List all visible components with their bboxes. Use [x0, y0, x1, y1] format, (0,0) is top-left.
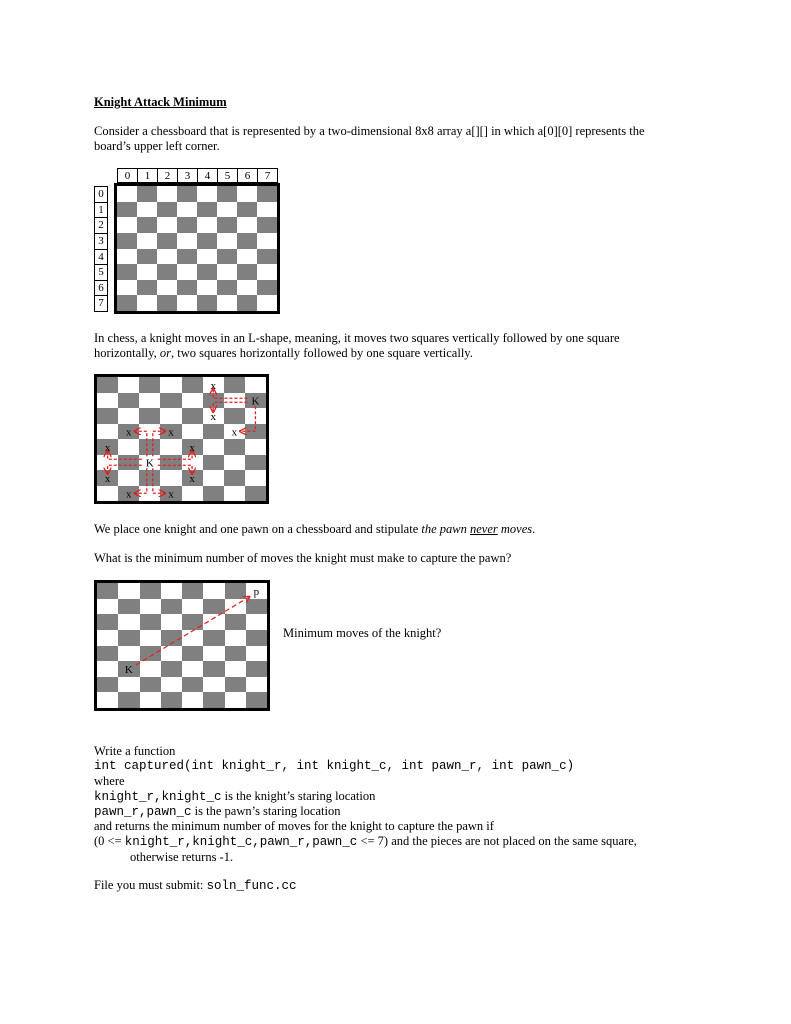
- board-square: [197, 217, 217, 233]
- move-arrow-right-down: [158, 465, 192, 474]
- board-square: [137, 217, 157, 233]
- place-text-never: never: [469, 522, 498, 536]
- move-arrow-left-up: [108, 451, 142, 460]
- pawn-param-line: [94, 804, 340, 819]
- board-square: [197, 264, 217, 280]
- move-arrow-right-up: [158, 451, 192, 460]
- board-square: [237, 217, 257, 233]
- capture-path: [94, 580, 270, 711]
- capture-arrow: [136, 597, 250, 665]
- submit-label: File you must submit:: [94, 878, 207, 892]
- board-square: [177, 249, 197, 265]
- board-square: [117, 249, 137, 265]
- board-square: [237, 202, 257, 218]
- board-square: [157, 264, 177, 280]
- row-index: 1: [94, 202, 108, 219]
- board-square: [177, 202, 197, 218]
- board-square: [237, 264, 257, 280]
- knight-label: K: [124, 663, 133, 676]
- move-arrow-left-down: [108, 465, 142, 474]
- move-arrow-edge-down: [213, 402, 247, 412]
- column-index: 4: [197, 168, 218, 183]
- board-square: [157, 295, 177, 311]
- target-mark: x: [168, 488, 174, 501]
- pawn-label: p: [253, 585, 260, 598]
- board-square: [177, 217, 197, 233]
- cond-a: (0 <=: [94, 834, 125, 848]
- moves-text-a: In chess, a knight moves in an L-shape, meaning, it moves two squares vertically followed by one square horizontally,: [94, 331, 620, 360]
- board-square: [217, 202, 237, 218]
- board-square: [117, 264, 137, 280]
- board-square: [197, 249, 217, 265]
- knight-vars: knight_r,knight_c: [94, 790, 222, 804]
- board-square: [217, 280, 237, 296]
- board-square: [217, 264, 237, 280]
- placement-sentence: [94, 522, 535, 537]
- target-mark: x: [104, 472, 111, 485]
- move-arrow-up-left: [135, 431, 147, 456]
- move-arrow-up-right: [153, 431, 165, 456]
- board-square: [177, 233, 197, 249]
- board-square: [137, 202, 157, 218]
- column-index: 3: [177, 168, 198, 183]
- column-index: 1: [137, 168, 158, 183]
- cond-b: <= 7) and the pieces are not placed on the same square,: [357, 834, 637, 848]
- board-square: [117, 202, 137, 218]
- pawn-vars: pawn_r,pawn_c: [94, 805, 192, 819]
- board-square: [137, 233, 157, 249]
- target-mark: x: [210, 410, 216, 423]
- knight-label: K: [145, 457, 154, 470]
- board-square: [137, 249, 157, 265]
- board-square: [177, 186, 197, 202]
- board-square: [157, 202, 177, 218]
- board-square: [237, 233, 257, 249]
- where-text: where: [94, 774, 125, 788]
- move-arrow-edge-left: [240, 406, 255, 431]
- board-square: [257, 249, 277, 265]
- move-arrow-down-left: [135, 468, 147, 493]
- target-mark: x: [125, 426, 132, 439]
- board-square: [217, 186, 237, 202]
- place-text-a: We place one knight and one pawn on a chessboard and stipulate: [94, 522, 422, 536]
- board-square: [117, 186, 137, 202]
- place-text-c: moves: [497, 522, 533, 536]
- knight-param-line: [94, 789, 375, 804]
- board-square: [197, 280, 217, 296]
- condition-line: [94, 834, 637, 849]
- board-square: [257, 264, 277, 280]
- otherwise-text: otherwise returns -1.: [130, 850, 234, 864]
- knight-desc: is the knight’s staring location: [221, 789, 376, 803]
- target-mark: x: [168, 426, 174, 439]
- submit-line: [94, 878, 297, 893]
- board-square: [137, 280, 157, 296]
- board-square: [177, 295, 197, 311]
- board-square: [217, 233, 237, 249]
- board-square: [197, 295, 217, 311]
- column-index: 0: [117, 168, 138, 183]
- column-index: 5: [217, 168, 238, 183]
- board-square: [157, 217, 177, 233]
- knight-label: K: [251, 395, 260, 408]
- board-square: [237, 249, 257, 265]
- board-square: [177, 264, 197, 280]
- row-index: 4: [94, 249, 108, 266]
- board-square: [217, 217, 237, 233]
- board-square: [117, 280, 137, 296]
- move-arrow-edge-up: [213, 389, 247, 399]
- board-square: [137, 295, 157, 311]
- board-square: [137, 264, 157, 280]
- board-square: [257, 186, 277, 202]
- board-square: [157, 249, 177, 265]
- returns-text: and returns the minimum number of moves for the knight to capture the pawn if: [94, 819, 494, 833]
- target-mark: x: [189, 441, 195, 454]
- row-index: 6: [94, 280, 108, 297]
- place-text-b: the pawn: [421, 522, 470, 536]
- column-index: 2: [157, 168, 178, 183]
- board-square: [257, 295, 277, 311]
- board-square: [257, 217, 277, 233]
- target-mark: x: [189, 472, 195, 485]
- place-text-d: .: [532, 522, 536, 536]
- moves-text-b: , two squares horizontally followed by one square vertically.: [170, 346, 473, 360]
- row-index: 3: [94, 233, 108, 250]
- target-mark: x: [210, 379, 216, 392]
- board-square: [197, 233, 217, 249]
- column-index: 7: [257, 168, 278, 183]
- row-index: 7: [94, 295, 108, 312]
- row-index: 5: [94, 264, 108, 281]
- cond-vars: knight_r,knight_c,pawn_r,pawn_c: [124, 835, 358, 849]
- question-sentence: What is the minimum number of moves the knight must make to capture the pawn?: [94, 551, 512, 565]
- target-mark: x: [125, 488, 132, 501]
- board-square: [117, 295, 137, 311]
- board-square: [257, 202, 277, 218]
- board-square: [237, 295, 257, 311]
- board-square: [217, 295, 237, 311]
- board-square: [237, 280, 257, 296]
- board-square: [117, 217, 137, 233]
- board-square: [157, 280, 177, 296]
- target-mark: x: [231, 426, 238, 439]
- submit-filename: soln_func.cc: [206, 879, 297, 893]
- board-square: [137, 186, 157, 202]
- pawn-desc: is the pawn’s staring location: [191, 804, 341, 818]
- write-function-text: Write a function: [94, 744, 176, 758]
- board-square: [217, 249, 237, 265]
- board-square: [177, 280, 197, 296]
- row-index: 0: [94, 186, 108, 203]
- board-square: [257, 233, 277, 249]
- board-square: [117, 233, 137, 249]
- row-index: 2: [94, 217, 108, 234]
- knight-move-arrows: [94, 374, 269, 504]
- column-index: 6: [237, 168, 258, 183]
- page-title: Knight Attack Minimum: [94, 95, 227, 109]
- move-arrow-down-right: [153, 468, 165, 493]
- chessboard-empty: [114, 183, 280, 314]
- knight-moves-paragraph: [94, 331, 654, 361]
- moves-text-or: or: [159, 346, 171, 360]
- board-square: [197, 202, 217, 218]
- board-square: [157, 233, 177, 249]
- intro-paragraph: Consider a chessboard that is represented by a two-dimensional 8x8 array a[][] in which a[0][0] represents the board’s upper left corner.: [94, 124, 645, 153]
- target-mark: x: [104, 441, 111, 454]
- board-square: [237, 186, 257, 202]
- board-square: [257, 280, 277, 296]
- board-square: [197, 186, 217, 202]
- min-moves-label: Minimum moves of the knight?: [283, 626, 442, 640]
- board-square: [157, 186, 177, 202]
- function-signature: int captured(int knight_r, int knight_c, int pawn_r, int pawn_c): [94, 759, 575, 773]
